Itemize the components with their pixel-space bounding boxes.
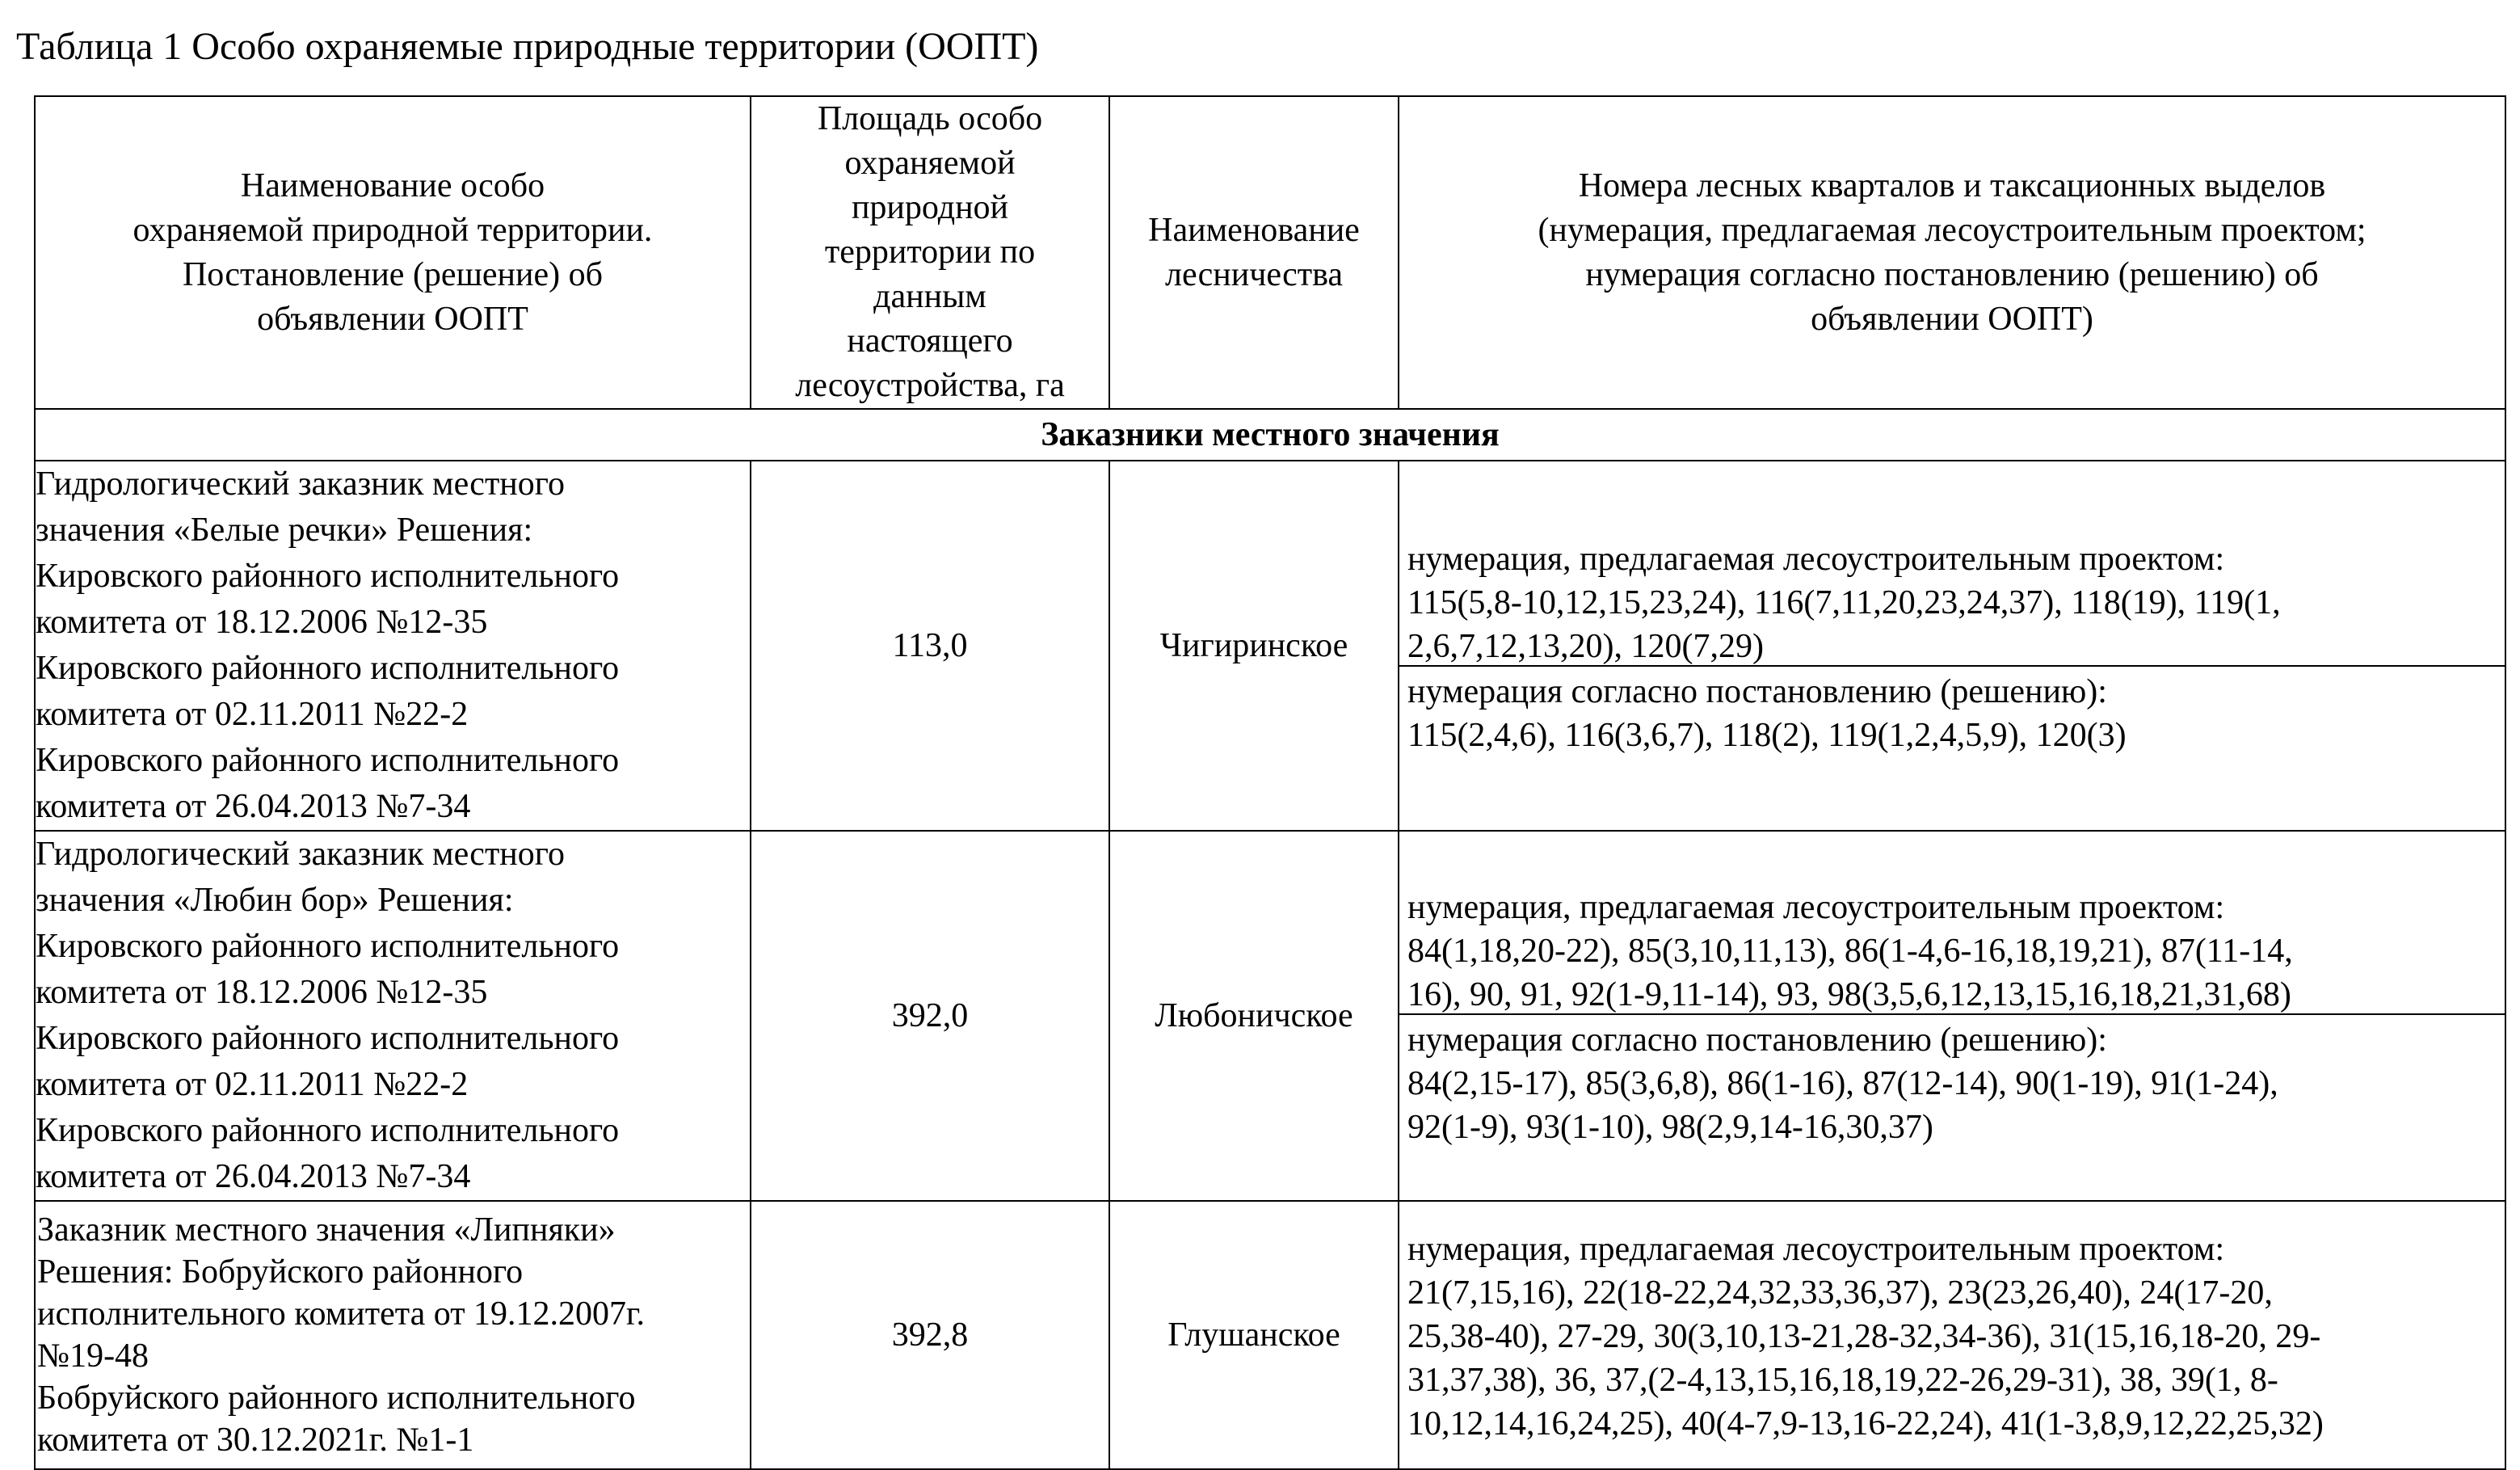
quarters-line: нумерация, предлагаемая лесоустроительным проектом: [1407, 541, 2225, 578]
name-line: значения «Белые речки» Решения: [36, 512, 533, 549]
header-line: данным [873, 278, 987, 315]
section-title: Заказники местного значения [35, 409, 2505, 461]
section-row [35, 409, 2505, 461]
quarters-line: 92(1-9), 93(1-10), 98(2,9,14-16,30,37) [1407, 1109, 1933, 1146]
area-name-cell [35, 831, 751, 1201]
name-line: комитета от 02.11.2011 №22-2 [36, 696, 469, 733]
quarters-line: 25,38-40), 27-29, 30(3,10,13-21,28-32,34-36), 31(15,16,18-20, 29- [1407, 1318, 2321, 1355]
name-line: Гидрологический заказник местного [36, 465, 565, 503]
header-line: лесничества [1165, 255, 1343, 293]
header-line: настоящего [847, 322, 1013, 360]
name-line: Решения: Бобруйского районного [37, 1253, 524, 1291]
header-line: Наименование [1148, 211, 1360, 249]
quarters-line: 115(2,4,6), 116(3,6,7), 118(2), 119(1,2,4,5,9), 120(3) [1407, 717, 2127, 754]
quarters-line: 31,37,38), 36, 37,(2-4,13,15,16,18,19,22-26,29-31), 38, 39(1, 8- [1407, 1362, 2278, 1399]
header-line: (нумерация, предлагаемая лесоустроительным проектом; [1538, 211, 2366, 249]
table-row [35, 461, 2505, 831]
header-line: объявлении ООПТ) [1811, 300, 2093, 338]
header-line: Площадь особо [817, 100, 1043, 137]
name-line: Кировского районного исполнительного [36, 928, 620, 965]
table-row [35, 831, 2505, 1201]
quarters-line: 10,12,14,16,24,25), 40(4-7,9-13,16-22,24), 41(1-3,8,9,12,22,25,32) [1407, 1405, 2324, 1443]
name-line: комитета от 18.12.2006 №12-35 [36, 604, 488, 641]
forestry-name: Чигиринское [1109, 461, 1399, 831]
header-line: Номера лесных кварталов и таксационных выделов [1578, 166, 2326, 204]
name-line: исполнительного комитета от 19.12.2007г. [37, 1295, 646, 1333]
quarters-line: 115(5,8-10,12,15,23,24), 116(7,11,20,23,24,37), 118(19), 119(1, [1407, 584, 2281, 621]
name-line: комитета от 26.04.2013 №7-34 [36, 788, 471, 825]
protected-areas-table [34, 95, 2506, 1470]
name-line: Заказник местного значения «Липняки» [37, 1211, 616, 1249]
header-line: объявлении ООПТ [257, 300, 528, 338]
name-line: комитета от 02.11.2011 №22-2 [36, 1066, 469, 1103]
table-row [35, 1201, 2505, 1469]
quarters-line: нумерация, предлагаемая лесоустроительным проектом: [1407, 1231, 2225, 1268]
header-line: Наименование особо [240, 166, 545, 204]
name-line: Кировского районного исполнительного [36, 650, 620, 687]
quarters-cell [1399, 461, 2505, 831]
name-line: Кировского районного исполнительного [36, 742, 620, 779]
name-line: комитета от 18.12.2006 №12-35 [36, 974, 488, 1011]
area-value: 113,0 [751, 461, 1109, 831]
header-quarters [1399, 96, 2505, 409]
name-line: Кировского районного исполнительного [36, 1020, 620, 1057]
quarters-line: нумерация согласно постановлению (решению): [1407, 1021, 2107, 1059]
name-line: №19-48 [37, 1337, 149, 1375]
header-line: нумерация согласно постановлению (решению) об [1585, 255, 2319, 293]
quarters-cell [1399, 831, 2505, 1201]
name-line: Кировского районного исполнительного [36, 558, 620, 595]
name-line: Гидрологический заказник местного [36, 836, 565, 873]
table-header-row [35, 96, 2505, 409]
forestry-name: Любоничское [1109, 831, 1399, 1201]
quarters-line: нумерация согласно постановлению (решению): [1407, 673, 2107, 710]
header-line: лесоустройства, га [795, 367, 1065, 404]
decree-numbering [1399, 1015, 2505, 1149]
name-line: значения «Любин бор» Решения: [36, 882, 514, 919]
name-line: комитета от 26.04.2013 №7-34 [36, 1158, 471, 1195]
area-name-cell [35, 1201, 751, 1469]
name-line: Кировского районного исполнительного [36, 1112, 620, 1149]
quarters-line: 21(7,15,16), 22(18-22,24,32,33,36,37), 23(23,26,40), 24(17-20, [1407, 1274, 2273, 1312]
name-line: комитета от 30.12.2021г. №1-1 [37, 1422, 474, 1459]
proposed-numbering [1399, 1224, 2505, 1446]
area-value: 392,0 [751, 831, 1109, 1201]
header-forestry [1109, 96, 1399, 409]
quarters-line: 2,6,7,12,13,20), 120(7,29) [1407, 628, 1764, 665]
decree-numbering [1399, 667, 2505, 757]
header-area [751, 96, 1109, 409]
header-name-decree [35, 96, 751, 409]
proposed-numbering [1399, 534, 2505, 667]
quarters-cell [1399, 1201, 2505, 1469]
name-line: Бобруйского районного исполнительного [37, 1379, 636, 1417]
header-line: природной [851, 189, 1009, 226]
header-line: охраняемой природной территории. [133, 211, 653, 249]
header-line: Постановление (решение) об [182, 255, 604, 293]
quarters-line: 84(2,15-17), 85(3,6,8), 86(1-16), 87(12-14), 90(1-19), 91(1-24), [1407, 1065, 2278, 1102]
proposed-numbering [1399, 882, 2505, 1015]
area-value: 392,8 [751, 1201, 1109, 1469]
area-name-cell [35, 461, 751, 831]
table-caption: Таблица 1 Особо охраняемые природные территории (ООПТ) [16, 25, 1039, 68]
forestry-name: Глушанское [1109, 1201, 1399, 1469]
header-line: охраняемой [844, 145, 1016, 182]
quarters-line: 84(1,18,20-22), 85(3,10,11,13), 86(1-4,6-16,18,19,21), 87(11-14, [1407, 933, 2293, 970]
quarters-line: 16), 90, 91, 92(1-9,11-14), 93, 98(3,5,6,12,13,15,16,18,21,31,68) [1407, 976, 2291, 1013]
quarters-line: нумерация, предлагаемая лесоустроительным проектом: [1407, 889, 2225, 926]
header-line: территории по [824, 234, 1036, 271]
